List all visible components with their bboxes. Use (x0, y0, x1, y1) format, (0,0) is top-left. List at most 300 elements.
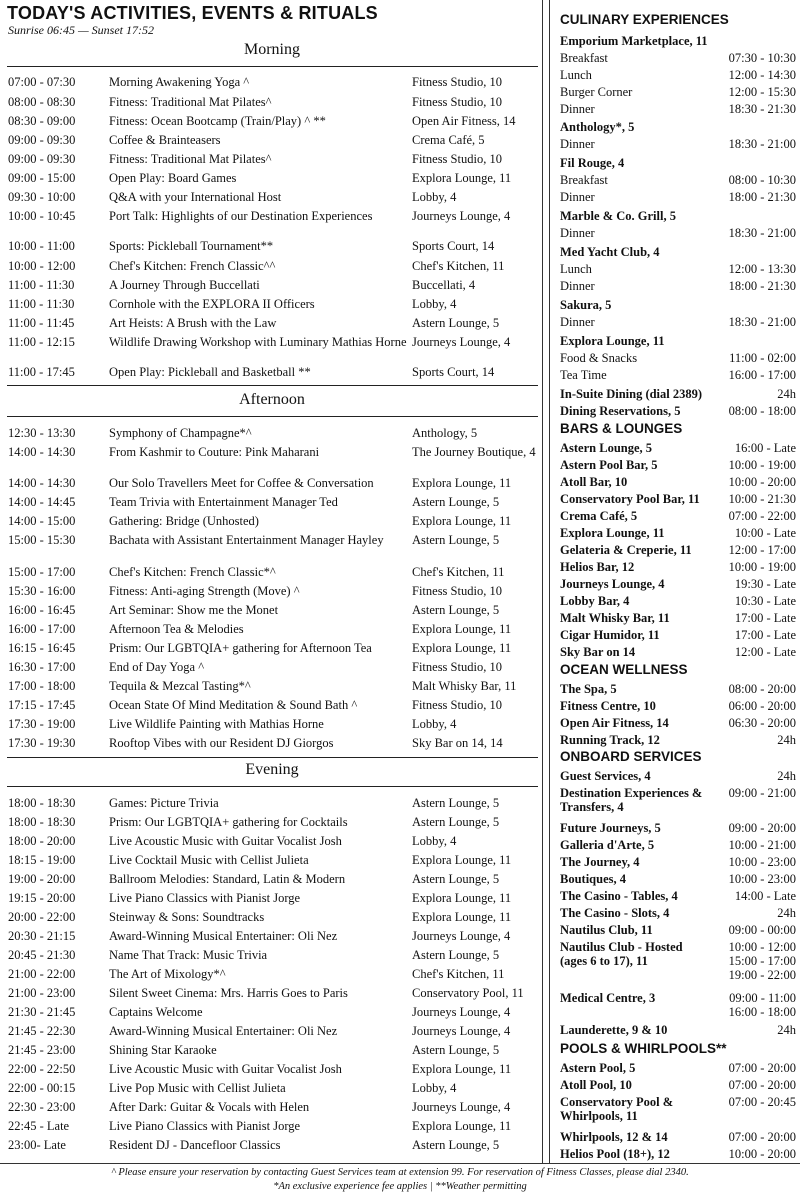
opening-hours (729, 351, 796, 365)
opening-hours-line: 07:00 - 20:00 (728, 1078, 796, 1092)
venue-name: Galleria d'Arte, 5 (560, 838, 655, 852)
event-time: 21:45 - 23:00 (8, 1043, 76, 1057)
venue-name: Emporium Marketplace, 11 (560, 34, 708, 48)
venue-name: Astern Pool Bar, 5 (560, 458, 658, 472)
event-venue: Explora Lounge, 11 (412, 910, 512, 924)
venue-name: Malt Whisky Bar, 11 (560, 611, 670, 625)
event-venue: Journeys Lounge, 4 (412, 335, 511, 349)
venue-name: Med Yacht Club, 4 (560, 245, 660, 259)
event-title: Steinway & Sons: Soundtracks (109, 910, 265, 924)
venue-name: Sakura, 5 (560, 298, 612, 312)
event-venue: Journeys Lounge, 4 (412, 1024, 511, 1038)
opening-hours-line: 06:00 - 20:00 (728, 699, 796, 713)
opening-hours (729, 509, 796, 523)
opening-hours-line: 09:00 - 00:00 (728, 923, 796, 937)
event-title: After Dark: Guitar & Vocals with Helen (109, 1100, 310, 1114)
opening-hours-line: 07:00 - 20:00 (728, 1061, 796, 1075)
opening-hours-line: 15:00 - 17:00 (728, 954, 796, 968)
event-title: Gathering: Bridge (Unhosted) (109, 514, 259, 528)
event-venue: Chef's Kitchen, 11 (412, 259, 505, 273)
venue-hours-item (560, 173, 796, 187)
opening-hours-line: 24h (777, 906, 796, 920)
event-time: 11:00 - 17:45 (8, 365, 75, 379)
event-venue: Fitness Studio, 10 (412, 660, 502, 674)
venue-hours-item (560, 1078, 796, 1092)
column-divider (549, 0, 550, 1163)
opening-hours-line: 10:00 - 20:00 (728, 1147, 796, 1161)
event-venue: Astern Lounge, 5 (412, 603, 500, 617)
opening-hours (729, 368, 796, 382)
venue-name: Dinner (560, 315, 595, 329)
venue-hours-item (560, 769, 796, 783)
event-venue: Chef's Kitchen, 11 (412, 565, 505, 579)
venue-name: The Spa, 5 (560, 682, 617, 696)
venue-hours-item (560, 368, 796, 382)
opening-hours-line: 06:30 - 20:00 (728, 716, 796, 730)
venue-hours-item (560, 387, 796, 401)
event-title: Resident DJ - Dancefloor Classics (109, 1138, 281, 1152)
event-title: Chef's Kitchen: French Classic^^ (109, 259, 276, 273)
event-title: Sports: Pickleball Tournament** (109, 239, 274, 253)
event-venue: Astern Lounge, 5 (412, 1043, 500, 1057)
venue-name: Sky Bar on 14 (560, 645, 636, 659)
opening-hours (729, 226, 796, 240)
venue-name: Lunch (560, 68, 592, 82)
opening-hours (777, 906, 796, 920)
services-title: ONBOARD SERVICES (560, 749, 702, 764)
event-venue: Fitness Studio, 10 (412, 698, 502, 712)
opening-hours (729, 68, 796, 82)
opening-hours (729, 1078, 796, 1092)
event-venue: Explora Lounge, 11 (412, 476, 512, 490)
venue-name: Food & Snacks (560, 351, 638, 365)
venue-hours-item (560, 85, 796, 99)
venue-name: Helios Pool (18+), 12 (560, 1147, 670, 1161)
venue-hours-item (560, 351, 796, 365)
event-venue: Astern Lounge, 5 (412, 495, 500, 509)
opening-hours (729, 543, 796, 557)
event-venue: Astern Lounge, 5 (412, 815, 500, 829)
opening-hours (729, 699, 796, 713)
venue-hours-item (560, 786, 796, 814)
venue-name: Destination Experiences & Transfers, 4 (560, 786, 703, 814)
venue-hours-item (560, 458, 796, 472)
event-venue: Astern Lounge, 5 (412, 948, 500, 962)
opening-hours (729, 137, 796, 151)
venue-hours-item (560, 1061, 796, 1075)
opening-hours-line: 12:00 - Late (734, 645, 796, 659)
venue-hours-item (560, 872, 796, 886)
event-time: 10:00 - 10:45 (8, 209, 76, 223)
event-time: 14:00 - 14:30 (8, 445, 76, 459)
opening-hours (777, 733, 796, 747)
event-time: 23:00- Late (8, 1138, 66, 1152)
event-venue: Astern Lounge, 5 (412, 796, 500, 810)
opening-hours-line: 10:00 - 20:00 (728, 475, 796, 489)
venue-name: Whirlpools, 12 & 14 (560, 1130, 668, 1144)
event-title: Games: Picture Trivia (109, 796, 219, 810)
venue-hours-item (560, 940, 796, 982)
opening-hours (735, 441, 796, 455)
venue-name: Fil Rouge, 4 (560, 156, 625, 170)
event-time: 07:00 - 07:30 (8, 75, 76, 89)
venue-name: Boutiques, 4 (560, 872, 626, 886)
event-title: Live Acoustic Music with Guitar Vocalist Josh (109, 834, 342, 848)
event-venue: Explora Lounge, 11 (412, 853, 512, 867)
opening-hours-line: 16:00 - Late (734, 441, 796, 455)
venue-hours-item (560, 209, 796, 223)
event-time: 10:00 - 12:00 (8, 259, 76, 273)
event-title: Q&A with your International Host (109, 190, 282, 204)
opening-hours-line: 11:00 - 02:00 (729, 351, 796, 365)
opening-hours (729, 923, 796, 937)
venue-hours-item (560, 611, 796, 625)
venue-hours-item (560, 137, 796, 151)
divider (7, 385, 538, 386)
venue-hours-item (560, 923, 796, 937)
event-title: Live Piano Classics with Pianist Jorge (109, 891, 301, 905)
opening-hours (735, 526, 796, 540)
event-venue: Fitness Studio, 10 (412, 75, 502, 89)
event-title: Art Heists: A Brush with the Law (109, 316, 277, 330)
event-title: Rooftop Vibes with our Resident DJ Giorgos (109, 736, 334, 750)
footer-divider (0, 1163, 800, 1164)
venue-name: Astern Pool, 5 (560, 1061, 636, 1075)
opening-hours (729, 315, 796, 329)
pools-title: POOLS & WHIRLPOOLS** (560, 1041, 727, 1056)
opening-hours-line: 07:00 - 20:45 (728, 1095, 796, 1109)
event-title: Open Play: Board Games (109, 171, 237, 185)
opening-hours (729, 190, 796, 204)
opening-hours-line: 18:30 - 21:00 (728, 137, 796, 151)
venue-name: Dinner (560, 102, 595, 116)
event-venue: Explora Lounge, 11 (412, 622, 512, 636)
opening-hours (729, 855, 796, 869)
event-time: 14:00 - 14:30 (8, 476, 76, 490)
event-time: 17:30 - 19:00 (8, 717, 76, 731)
wellness-title: OCEAN WELLNESS (560, 662, 688, 677)
venue-hours-item (560, 404, 796, 418)
section-title-morning: Morning (244, 41, 300, 58)
event-title: Cornhole with the EXPLORA II Officers (109, 297, 315, 311)
venue-name: The Journey, 4 (560, 855, 640, 869)
venue-hours-item (560, 906, 796, 920)
event-title: Live Pop Music with Cellist Julieta (109, 1081, 286, 1095)
venue-hours-item (560, 68, 796, 82)
venue-hours-item (560, 334, 796, 348)
opening-hours (729, 838, 796, 852)
venue-name: Future Journeys, 5 (560, 821, 661, 835)
opening-hours (729, 716, 796, 730)
opening-hours-line: 10:00 - 23:00 (728, 872, 796, 886)
opening-hours-line: 12:00 - 15:30 (728, 85, 796, 99)
event-title: Bachata with Assistant Entertainment Manager Hayley (109, 533, 384, 547)
venue-name: Anthology*, 5 (560, 120, 635, 134)
venue-name: Explora Lounge, 11 (560, 526, 665, 540)
opening-hours-line: 09:00 - 20:00 (728, 821, 796, 835)
opening-hours-line: 10:00 - 19:00 (728, 560, 796, 574)
venue-hours-item (560, 628, 796, 642)
event-title: Port Talk: Highlights of our Destination Experiences (109, 209, 373, 223)
event-venue: Fitness Studio, 10 (412, 584, 502, 598)
venue-hours-item (560, 190, 796, 204)
event-title: Tequila & Mezcal Tasting*^ (109, 679, 251, 693)
event-time: 09:30 - 10:00 (8, 190, 76, 204)
opening-hours (729, 1130, 796, 1144)
footnote-fees: *An exclusive experience fee applies | **Weather permitting (273, 1181, 527, 1192)
event-time: 16:30 - 17:00 (8, 660, 76, 674)
opening-hours (729, 786, 796, 800)
opening-hours-line: 10:00 - 19:00 (728, 458, 796, 472)
event-title: The Art of Mixology*^ (109, 967, 226, 981)
event-time: 22:00 - 22:50 (8, 1062, 76, 1076)
venue-name: Dinner (560, 190, 595, 204)
venue-name: Cigar Humidor, 11 (560, 628, 660, 642)
event-time: 21:30 - 21:45 (8, 1005, 76, 1019)
opening-hours-line: 12:00 - 13:30 (728, 262, 796, 276)
event-venue: Anthology, 5 (412, 426, 478, 440)
event-time: 16:00 - 16:45 (8, 603, 76, 617)
event-venue: Lobby, 4 (412, 717, 457, 731)
opening-hours-line: 08:00 - 18:00 (728, 404, 796, 418)
event-title: Morning Awakening Yoga ^ (109, 75, 250, 89)
opening-hours-line: 16:00 - 17:00 (728, 368, 796, 382)
event-venue: Explora Lounge, 11 (412, 514, 512, 528)
venue-name: Atoll Bar, 10 (560, 475, 628, 489)
event-venue: The Journey Boutique, 4 (412, 445, 536, 459)
event-title: From Kashmir to Couture: Pink Maharani (109, 445, 320, 459)
event-title: Afternoon Tea & Melodies (109, 622, 244, 636)
divider (7, 786, 538, 787)
venue-hours-item (560, 51, 796, 65)
event-title: Shining Star Karaoke (109, 1043, 217, 1057)
event-venue: Fitness Studio, 10 (412, 152, 502, 166)
event-venue: Journeys Lounge, 4 (412, 1100, 511, 1114)
opening-hours (729, 821, 796, 835)
opening-hours (729, 492, 796, 506)
venue-name: Running Track, 12 (560, 733, 660, 747)
event-venue: Astern Lounge, 5 (412, 316, 500, 330)
opening-hours (735, 628, 796, 642)
opening-hours-line: 08:00 - 20:00 (728, 682, 796, 696)
divider (7, 66, 538, 67)
event-title: Art Seminar: Show me the Monet (109, 603, 279, 617)
event-venue: Explora Lounge, 11 (412, 891, 512, 905)
event-time: 14:00 - 14:45 (8, 495, 76, 509)
event-time: 10:00 - 11:00 (8, 239, 75, 253)
venue-hours-item (560, 102, 796, 116)
opening-hours-line: 14:00 - Late (734, 889, 796, 903)
opening-hours-line: 24h (777, 769, 796, 783)
event-title: Name That Track: Music Trivia (109, 948, 268, 962)
venue-name: Dinner (560, 226, 595, 240)
event-venue: Astern Lounge, 5 (412, 1138, 500, 1152)
opening-hours (735, 577, 796, 591)
event-time: 09:00 - 09:30 (8, 152, 76, 166)
event-title: Award-Winning Musical Entertainer: Oli Nez (109, 1024, 338, 1038)
opening-hours-line: 12:00 - 14:30 (728, 68, 796, 82)
event-venue: Sky Bar on 14, 14 (412, 736, 503, 750)
venue-name: Dining Reservations, 5 (560, 404, 681, 418)
event-time: 22:45 - Late (8, 1119, 70, 1133)
event-time: 15:00 - 15:30 (8, 533, 76, 547)
venue-hours-item (560, 821, 796, 835)
event-time: 11:00 - 11:30 (8, 278, 75, 292)
venue-name: Dinner (560, 137, 595, 151)
opening-hours (729, 940, 796, 982)
event-time: 11:00 - 11:45 (8, 316, 75, 330)
event-time: 17:30 - 19:30 (8, 736, 76, 750)
opening-hours-line: 10:00 - Late (734, 526, 796, 540)
bars-title: BARS & LOUNGES (560, 421, 683, 436)
opening-hours-line: 09:00 - 11:00 (729, 991, 796, 1005)
opening-hours (729, 872, 796, 886)
venue-hours-item (560, 855, 796, 869)
event-title: Coffee & Brainteasers (109, 133, 221, 147)
venue-hours-item (560, 526, 796, 540)
event-venue: Fitness Studio, 10 (412, 95, 502, 109)
venue-hours-item (560, 560, 796, 574)
event-venue: Crema Café, 5 (412, 133, 485, 147)
event-title: Captains Welcome (109, 1005, 203, 1019)
venue-name: Dinner (560, 279, 595, 293)
opening-hours (729, 51, 796, 65)
venue-name: Open Air Fitness, 14 (560, 716, 669, 730)
venue-hours-item (560, 475, 796, 489)
opening-hours-line: 24h (777, 733, 796, 747)
venue-name: Guest Services, 4 (560, 769, 651, 783)
venue-hours-item (560, 682, 796, 696)
opening-hours (729, 560, 796, 574)
venue-name: The Casino - Tables, 4 (560, 889, 678, 903)
venue-hours-item (560, 577, 796, 591)
event-title: Symphony of Champagne*^ (109, 426, 252, 440)
venue-hours-item (560, 509, 796, 523)
venue-name: Atoll Pool, 10 (560, 1078, 632, 1092)
venue-hours-item (560, 889, 796, 903)
opening-hours-line: 18:30 - 21:30 (728, 102, 796, 116)
venue-name: Burger Corner (560, 85, 633, 99)
opening-hours-line: 19:00 - 22:00 (728, 968, 796, 982)
opening-hours (729, 85, 796, 99)
venue-hours-item (560, 245, 796, 259)
footnote-reservations: ^ Please ensure your reservation by contacting Guest Services team at extension 99. For reservation of Fitness Classes, please dial 2340. (111, 1167, 689, 1178)
opening-hours-line: 18:00 - 21:30 (728, 279, 796, 293)
venue-name: Medical Centre, 3 (560, 991, 656, 1005)
culinary-title: CULINARY EXPERIENCES (560, 12, 729, 27)
event-time: 18:00 - 18:30 (8, 815, 76, 829)
opening-hours (729, 279, 796, 293)
venue-hours-item (560, 716, 796, 730)
opening-hours-line: 18:30 - 21:00 (728, 226, 796, 240)
event-time: 19:00 - 20:00 (8, 872, 76, 886)
event-venue: Journeys Lounge, 4 (412, 929, 511, 943)
event-title: Chef's Kitchen: French Classic*^ (109, 565, 276, 579)
venue-hours-item (560, 594, 796, 608)
opening-hours (729, 475, 796, 489)
opening-hours (729, 682, 796, 696)
event-venue: Sports Court, 14 (412, 365, 495, 379)
event-title: Fitness: Ocean Bootcamp (Train/Play) ^ ** (109, 114, 326, 128)
opening-hours-line: 24h (777, 387, 796, 401)
event-venue: Malt Whisky Bar, 11 (412, 679, 517, 693)
event-time: 20:45 - 21:30 (8, 948, 76, 962)
event-venue: Astern Lounge, 5 (412, 533, 500, 547)
event-title: Our Solo Travellers Meet for Coffee & Conversation (109, 476, 374, 490)
event-venue: Lobby, 4 (412, 834, 457, 848)
opening-hours-line: 09:00 - 21:00 (728, 786, 796, 800)
event-time: 18:00 - 20:00 (8, 834, 76, 848)
venue-name: Crema Café, 5 (560, 509, 638, 523)
opening-hours-line: 17:00 - Late (734, 628, 796, 642)
event-time: 17:00 - 18:00 (8, 679, 76, 693)
opening-hours-line: 07:00 - 20:00 (728, 1130, 796, 1144)
event-time: 16:15 - 16:45 (8, 641, 76, 655)
event-time: 20:30 - 21:15 (8, 929, 76, 943)
event-time: 15:00 - 17:00 (8, 565, 76, 579)
venue-hours-item (560, 991, 796, 1019)
event-title: Ocean State Of Mind Meditation & Sound Bath ^ (109, 698, 358, 712)
opening-hours (729, 1147, 796, 1161)
opening-hours-line: 10:00 - 21:00 (728, 838, 796, 852)
venue-hours-item (560, 1147, 796, 1161)
section-title-evening: Evening (245, 761, 299, 778)
opening-hours (735, 594, 796, 608)
venue-name: Breakfast (560, 51, 608, 65)
event-venue: Lobby, 4 (412, 297, 457, 311)
event-time: 19:15 - 20:00 (8, 891, 76, 905)
event-time: 20:00 - 22:00 (8, 910, 76, 924)
column-divider (542, 0, 543, 1163)
venue-name: Lobby Bar, 4 (560, 594, 630, 608)
event-time: 08:00 - 08:30 (8, 95, 76, 109)
venue-hours-item (560, 298, 796, 312)
opening-hours (729, 1061, 796, 1075)
venue-name: Explora Lounge, 11 (560, 334, 665, 348)
venue-hours-item (560, 1023, 796, 1037)
opening-hours-line: 10:00 - 21:30 (728, 492, 796, 506)
venue-name: Nautilus Club, 11 (560, 923, 653, 937)
venue-hours-item (560, 1130, 796, 1144)
venue-hours-item (560, 226, 796, 240)
venue-name: Marble & Co. Grill, 5 (560, 209, 676, 223)
event-time: 18:00 - 18:30 (8, 796, 76, 810)
venue-hours-item (560, 838, 796, 852)
divider (7, 416, 538, 417)
venue-name: Gelateria & Creperie, 11 (560, 543, 692, 557)
event-venue: Lobby, 4 (412, 1081, 457, 1095)
venue-name: Launderette, 9 & 10 (560, 1023, 668, 1037)
opening-hours (729, 1095, 796, 1109)
venue-name: In-Suite Dining (dial 2389) (560, 387, 703, 401)
sunrise-sunset: Sunrise 06:45 — Sunset 17:52 (8, 23, 154, 37)
page-title: TODAY'S ACTIVITIES, EVENTS & RITUALS (7, 3, 378, 23)
venue-hours-item (560, 120, 796, 134)
event-venue: Astern Lounge, 5 (412, 872, 500, 886)
event-time: 12:30 - 13:30 (8, 426, 76, 440)
venue-hours-item (560, 1095, 796, 1123)
event-title: Ballroom Melodies: Standard, Latin & Modern (109, 872, 346, 886)
opening-hours (735, 889, 796, 903)
opening-hours-line: 10:00 - 23:00 (728, 855, 796, 869)
event-title: Prism: Our LGBTQIA+ gathering for Cocktails (109, 815, 348, 829)
opening-hours (729, 262, 796, 276)
opening-hours-line: 24h (777, 1023, 796, 1037)
event-time: 22:00 - 00:15 (8, 1081, 76, 1095)
venue-hours-item (560, 156, 796, 170)
venue-hours-item (560, 699, 796, 713)
opening-hours-line: 18:00 - 21:30 (728, 190, 796, 204)
